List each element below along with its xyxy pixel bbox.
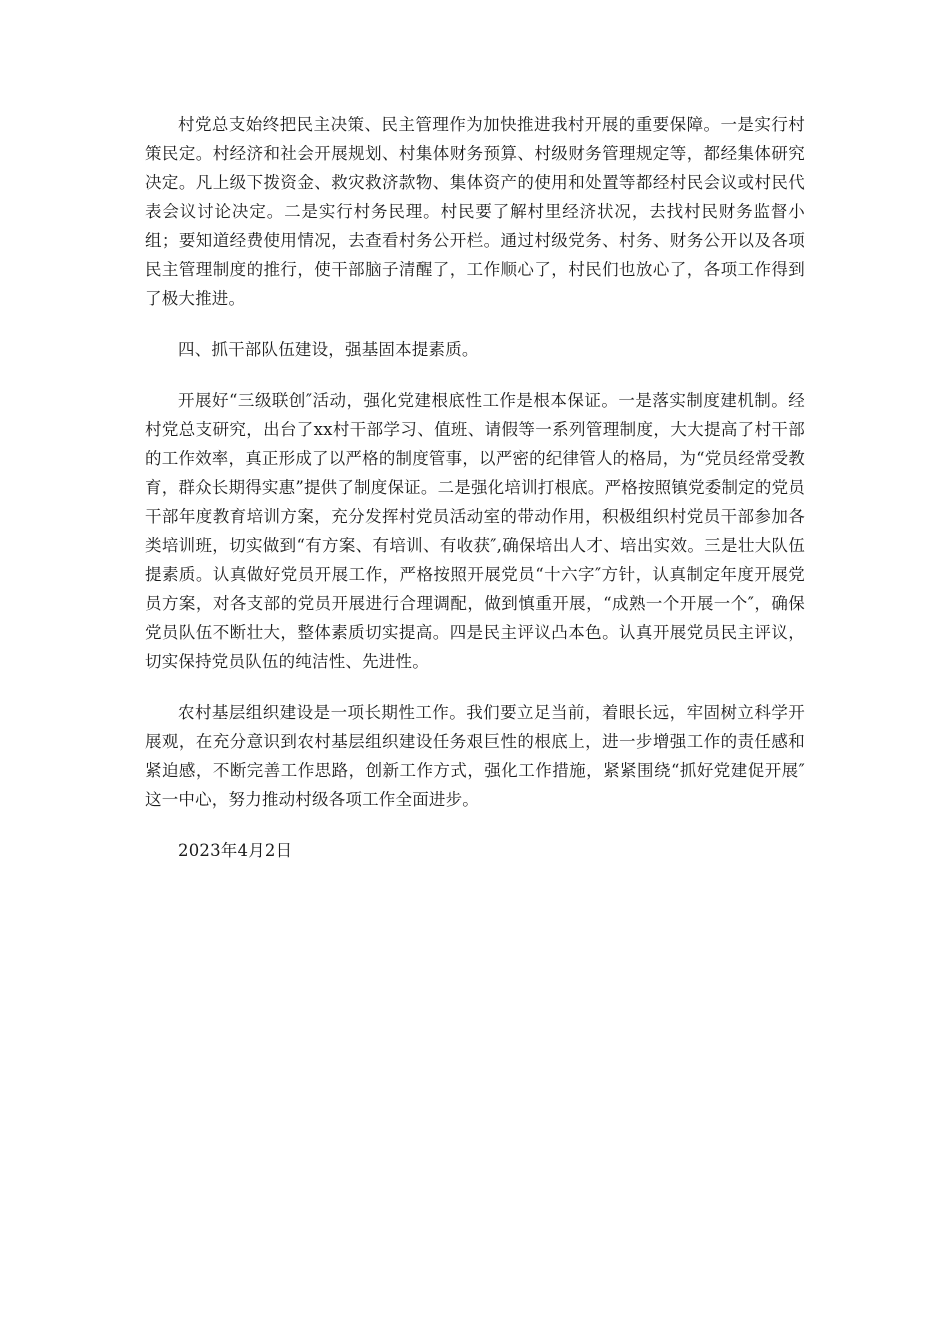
document-date: 2023年4月2日 [178,841,293,860]
paragraph-conclusion: 农村基层组织建设是一项长期性工作。我们要立足当前，着眼长远，牢固树立科学开展观，在充分意识到农村基层组织建设任务艰巨性的根底上，进一步增强工作的责任感和紧迫感，不断完善工作思路，创新工作方式，强化工作措施，紧紧围绕“抓好党建促开展″这一中心，努力推动村级各项工作全面进步。 [145,703,805,809]
paragraph-democratic-management: 村党总支始终把民主决策、民主管理作为加快推进我村开展的重要保障。一是实行村策民定。村经济和社会开展规划、村集体财务预算、村级财务管理规定等，都经集体研究决定。凡上级下拨资金、救灾救济款物、集体资产的使用和处置等都经村民会议或村民代表会议讨论决定。二是实行村务民理。村民要了解村里经济状况，去找村民财务监督小组；要知道经费使用情况，去查看村务公开栏。通过村级党务、村务、财务公开以及各项民主管理制度的推行，使干部脑子清醒了，工作顺心了，村民们也放心了，各项工作得到了极大推进。 [145,115,805,308]
document-page [145,110,805,865]
paragraph-team-building: 开展好“三级联创″活动，强化党建根底性工作是根本保证。一是落实制度建机制。经村党总支研究，出台了xx村干部学习、值班、请假等一系列管理制度，大大提高了村干部的工作效率，真正形成了以严格的制度管事，以严密的纪律管人的格局，为“党员经常受教育，群众长期得实惠”提供了制度保证。二是强化培训打根底。严格按照镇党委制定的党员干部年度教育培训方案，充分发挥村党员活动室的带动作用，积极组织村党员干部参加各类培训班，切实做到“有方案、有培训、有收获″,确保培出人才、培出实效。三是壮大队伍提素质。认真做好党员开展工作，严格按照开展党员“十六字″方针，认真制定年度开展党员方案，对各支部的党员开展进行合理调配，做到慎重开展，“成熟一个开展一个″，确保党员队伍不断壮大，整体素质切实提高。四是民主评议凸本色。认真开展党员民主评议，切实保持党员队伍的纯洁性、先进性。 [145,391,805,671]
section-heading: 四、抓干部队伍建设，强基固本提素质。 [178,340,479,359]
